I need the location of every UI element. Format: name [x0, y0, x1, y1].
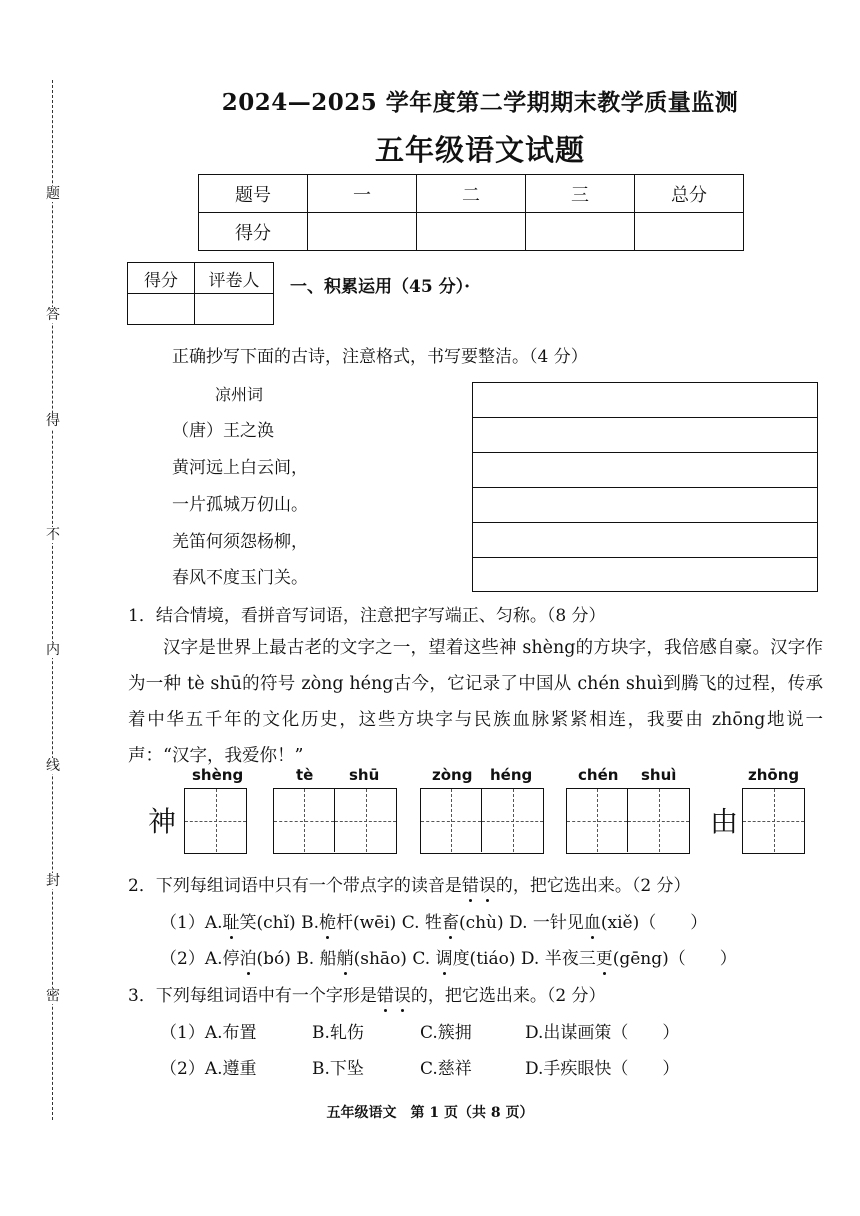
question-2-item-1 — [160, 912, 820, 934]
item-number: （2） — [160, 949, 205, 969]
tianzige-cell[interactable] — [628, 789, 689, 852]
writing-line[interactable] — [473, 383, 817, 418]
poem-line: 春风不度玉门关。 — [172, 568, 308, 588]
text-segment: 3．下列每组词语中有一个字形是 — [128, 986, 377, 1006]
score-table-header: 题号 — [199, 175, 308, 213]
pinyin-label: chén — [578, 766, 619, 784]
question-2-title — [128, 875, 691, 897]
grader-table — [127, 262, 274, 325]
poem-title: 凉州词 — [215, 385, 264, 404]
page-footer: 五年级语文 第 1 页（共 8 页） — [326, 1105, 534, 1121]
score-cell[interactable] — [308, 213, 417, 251]
option-b: B. — [301, 913, 319, 933]
question-3-item-2-c: C.慈祥 — [420, 1059, 472, 1079]
option-a: (bó) — [256, 949, 291, 969]
given-char: 由 — [710, 805, 739, 838]
score-cell[interactable] — [635, 213, 744, 251]
answer-blank[interactable]: （ ） — [668, 949, 737, 969]
option-d: (gēng) — [612, 949, 669, 969]
dotted-char: 调 — [435, 949, 453, 969]
score-table-header: 三 — [526, 175, 635, 213]
margin-char: 内 — [46, 642, 60, 658]
dotted-char: 桅 — [319, 913, 336, 933]
question-3-item-2-b: B.下坠 — [312, 1059, 364, 1079]
writing-line[interactable] — [473, 488, 817, 523]
question-3-item-1-a: （1）A.布置 — [160, 1023, 257, 1043]
writing-grid-group — [184, 788, 247, 854]
question-1-title: 1．结合情境，看拼音写词语，注意把字写端正、匀称。（8 分） — [128, 606, 606, 626]
option-c: 度(tiáo) — [452, 949, 516, 969]
pinyin-label: shū — [349, 766, 380, 784]
question-3-item-1-c: C.簇拥 — [420, 1023, 472, 1043]
poem-line: 黄河远上白云间， — [172, 458, 308, 478]
margin-char: 线 — [46, 758, 60, 774]
poem-line: 羌笛何须怨杨柳， — [172, 532, 308, 552]
dotted-char: 耻 — [222, 913, 240, 933]
dotted-char: 误 — [478, 876, 496, 896]
question-3-item-1-b: B.轧伤 — [312, 1023, 364, 1043]
section-title: 一、积累运用（45 分）· — [290, 277, 470, 297]
dotted-char: 错 — [461, 876, 479, 896]
margin-char: 封 — [46, 873, 60, 889]
score-table — [198, 174, 744, 251]
text-segment: 的，把它选出来。（2 分） — [410, 986, 606, 1006]
question-3-title — [128, 985, 606, 1007]
binding-dashed-line — [52, 80, 53, 1120]
tianzige-cell[interactable] — [185, 789, 246, 852]
tianzige-cell[interactable] — [335, 789, 396, 852]
option-c: C. — [412, 949, 436, 969]
tianzige-cell[interactable] — [567, 789, 628, 852]
poem-line: 一片孤城万仞山。 — [172, 495, 308, 515]
poem-instruction: 正确抄写下面的古诗，注意格式，书写要整洁。（4 分） — [172, 347, 588, 367]
option-c: C. 牲 — [401, 913, 442, 933]
margin-char: 不 — [46, 527, 60, 543]
option-a: A.停 — [204, 949, 240, 969]
poem-writing-box[interactable] — [472, 382, 818, 592]
option-b: B. 船 — [296, 949, 337, 969]
option-b: (shāo) — [353, 949, 407, 969]
dotted-char: 更 — [595, 949, 613, 969]
option-d: (xiě) — [600, 913, 640, 933]
question-1-paragraph: 汉字是世界上最古老的文字之一，望着这些神 shèng的方块字，我倍感自豪。汉字作为一种 tè shū的符号 zòng héng古今，它记录了中国从 chén shuì到腾飞的过程，传承着中华五千年的文化历史，这些方块字与民族血脉紧紧相连，我要由 zhōng地说一声：“汉字，我爱你！” — [128, 638, 823, 766]
writing-grid-group — [742, 788, 805, 854]
dotted-char: 泊 — [239, 949, 257, 969]
dotted-char: 畜 — [441, 913, 459, 933]
writing-grid-group — [566, 788, 690, 854]
option-d: D. 半夜三 — [520, 949, 596, 969]
option-a: 笑(chǐ) — [239, 913, 296, 933]
grader-table-header: 评卷人 — [195, 263, 274, 294]
writing-line[interactable] — [473, 558, 817, 593]
pinyin-label: shuì — [641, 766, 677, 784]
score-cell[interactable] — [526, 213, 635, 251]
exam-title: 2024—2025 学年度第二学期期末教学质量监测 — [221, 89, 739, 116]
poem-author: （唐）王之涣 — [172, 421, 274, 441]
score-table-header: 总分 — [635, 175, 744, 213]
score-table-header: 一 — [308, 175, 417, 213]
score-cell[interactable] — [417, 213, 526, 251]
option-b: 杆(wēi) — [336, 913, 397, 933]
exam-subtitle: 五年级语文试题 — [374, 133, 585, 167]
option-c: (chù) — [458, 913, 504, 933]
tianzige-cell[interactable] — [274, 789, 335, 852]
answer-blank[interactable]: （ ） — [639, 913, 708, 933]
pinyin-label: héng — [490, 766, 533, 784]
question-3-item-1-d: D.出谋画策（ ） — [525, 1023, 680, 1043]
pinyin-label: zhōng — [748, 766, 800, 784]
text-segment: 2．下列每组词语中只有一个带点字的读音是 — [128, 876, 462, 896]
tianzige-cell[interactable] — [421, 789, 482, 852]
tianzige-cell[interactable] — [743, 789, 804, 852]
margin-char: 答 — [46, 307, 60, 323]
pinyin-label: zòng — [432, 766, 473, 784]
margin-char: 得 — [46, 413, 60, 429]
pinyin-label: tè — [296, 766, 314, 784]
question-3-item-2-a: （2）A.遵重 — [160, 1059, 257, 1079]
dotted-char: 错 — [376, 986, 394, 1006]
text-segment: 的，把它选出来。（2 分） — [495, 876, 691, 896]
given-char: 神 — [148, 805, 177, 838]
score-row-label: 得分 — [199, 213, 308, 251]
margin-char: 密 — [46, 988, 60, 1004]
dotted-char: 血 — [583, 913, 601, 933]
grader-name-cell[interactable] — [195, 294, 274, 325]
score-table-header: 二 — [417, 175, 526, 213]
dotted-char: 艄 — [336, 949, 354, 969]
option-a: A. — [204, 913, 223, 933]
writing-grid-group — [420, 788, 544, 854]
margin-char: 题 — [46, 186, 60, 202]
grader-score-cell[interactable] — [128, 294, 195, 325]
option-d: D. 一针见 — [509, 913, 584, 933]
grader-table-header: 得分 — [128, 263, 195, 294]
writing-line[interactable] — [473, 453, 817, 488]
pinyin-label: shèng — [192, 766, 244, 784]
question-3-item-2-d: D.手疾眼快（ ） — [525, 1059, 680, 1079]
question-2-item-2 — [160, 948, 820, 970]
writing-line[interactable] — [473, 523, 817, 558]
dotted-char: 误 — [393, 986, 411, 1006]
writing-line[interactable] — [473, 418, 817, 453]
tianzige-cell[interactable] — [482, 789, 543, 852]
writing-grid-group — [273, 788, 397, 854]
item-number: （1） — [160, 913, 205, 933]
